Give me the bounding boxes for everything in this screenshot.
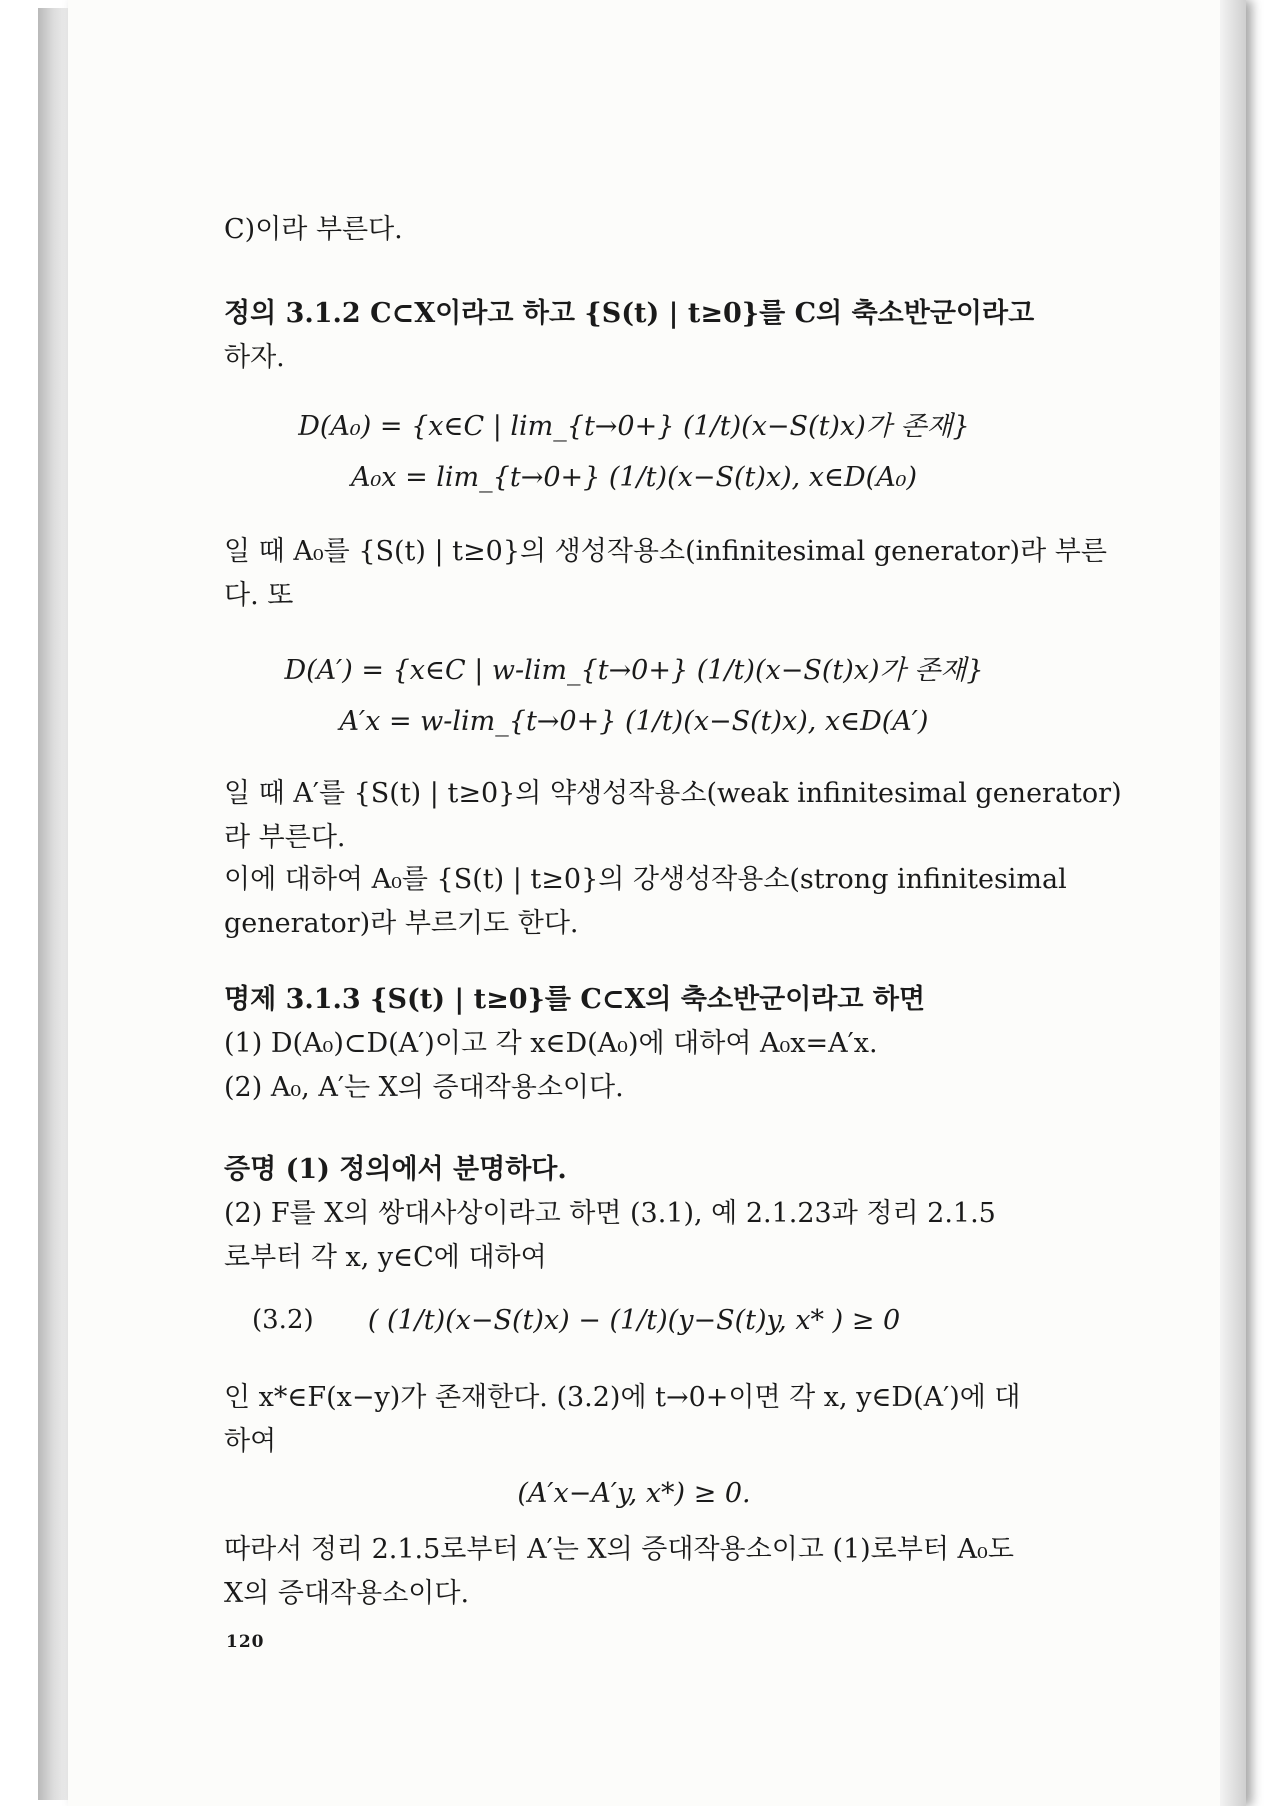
equation-domain-aprime: D(A′) = {x∈C | w-lim_{t→0+} (1/t)(x−S(t)x)가 존재} xyxy=(284,655,984,686)
proof-heading-line: 증명 (1) 정의에서 분명하다. xyxy=(224,1154,567,1185)
proof-line-2: (2) F를 X의 쌍대사상이라고 하면 (3.1), 예 2.1.23과 정리 2.1.5 xyxy=(224,1198,996,1229)
equation-number: (3.2) xyxy=(252,1305,314,1335)
page-number: 120 xyxy=(226,1632,265,1652)
proof-line-6: 하여 xyxy=(224,1426,277,1457)
equation-aprime-x: A′x = w-lim_{t→0+} (1/t)(x−S(t)x), x∈D(A′) xyxy=(339,706,929,737)
text-line-7: 다. 또 xyxy=(224,580,294,611)
equation-domain-a0: D(A₀) = {x∈C | lim_{t→0+} (1/t)(x−S(t)x)가 존재} xyxy=(298,411,970,442)
text-line-6: 일 때 A₀를 {S(t) | t≥0}의 생성작용소(infinitesimal generator)라 부른 xyxy=(224,536,1107,567)
text-line-13: generator)라 부르기도 한다. xyxy=(224,908,579,939)
proof-line-8: 따라서 정리 2.1.5로부터 A′는 X의 증대작용소이고 (1)로부터 A₀도 xyxy=(224,1534,1014,1565)
text-line-12: 이에 대하여 A₀를 {S(t) | t≥0}의 강생성작용소(strong infinitesimal xyxy=(224,864,1067,895)
proposition-heading-line: 명제 3.1.3 {S(t) | t≥0}를 C⊂X의 축소반군이라고 하면 xyxy=(224,984,926,1015)
proof-line-3: 로부터 각 x, y∈C에 대하여 xyxy=(224,1242,547,1273)
proposition-item-2: (2) A₀, A′는 X의 증대작용소이다. xyxy=(224,1072,624,1103)
page-right-shadow xyxy=(1220,0,1246,1806)
proof-line-9: X의 증대작용소이다. xyxy=(224,1578,470,1609)
book-spine-edge xyxy=(38,8,72,1800)
proof-line-5: 인 x*∈F(x−y)가 존재한다. (3.2)에 t→0+이면 각 x, y∈D(A′)에 대 xyxy=(224,1382,1021,1413)
proposition-item-1: (1) D(A₀)⊂D(A′)이고 각 x∈D(A₀)에 대하여 A₀x=A′x. xyxy=(224,1028,878,1059)
equation-inequality: (A′x−A′y, x*) ≥ 0. xyxy=(517,1478,751,1509)
equation-a0x: A₀x = lim_{t→0+} (1/t)(x−S(t)x), x∈D(A₀) xyxy=(350,462,918,493)
text-line-10: 일 때 A′를 {S(t) | t≥0}의 약생성작용소(weak infinitesimal generator) xyxy=(224,778,1122,809)
text-line-3: 하자. xyxy=(224,342,285,373)
text-line-1: C)이라 부른다. xyxy=(224,214,403,245)
definition-heading-line: 정의 3.1.2 C⊂X이라고 하고 {S(t) | t≥0}를 C의 축소반군이라고 xyxy=(224,298,1035,329)
text-line-11: 라 부른다. xyxy=(224,822,346,853)
equation-3-2: ( (1/t)(x−S(t)x) − (1/t)(y−S(t)y, x* ) ≥ 0 xyxy=(367,1305,901,1336)
